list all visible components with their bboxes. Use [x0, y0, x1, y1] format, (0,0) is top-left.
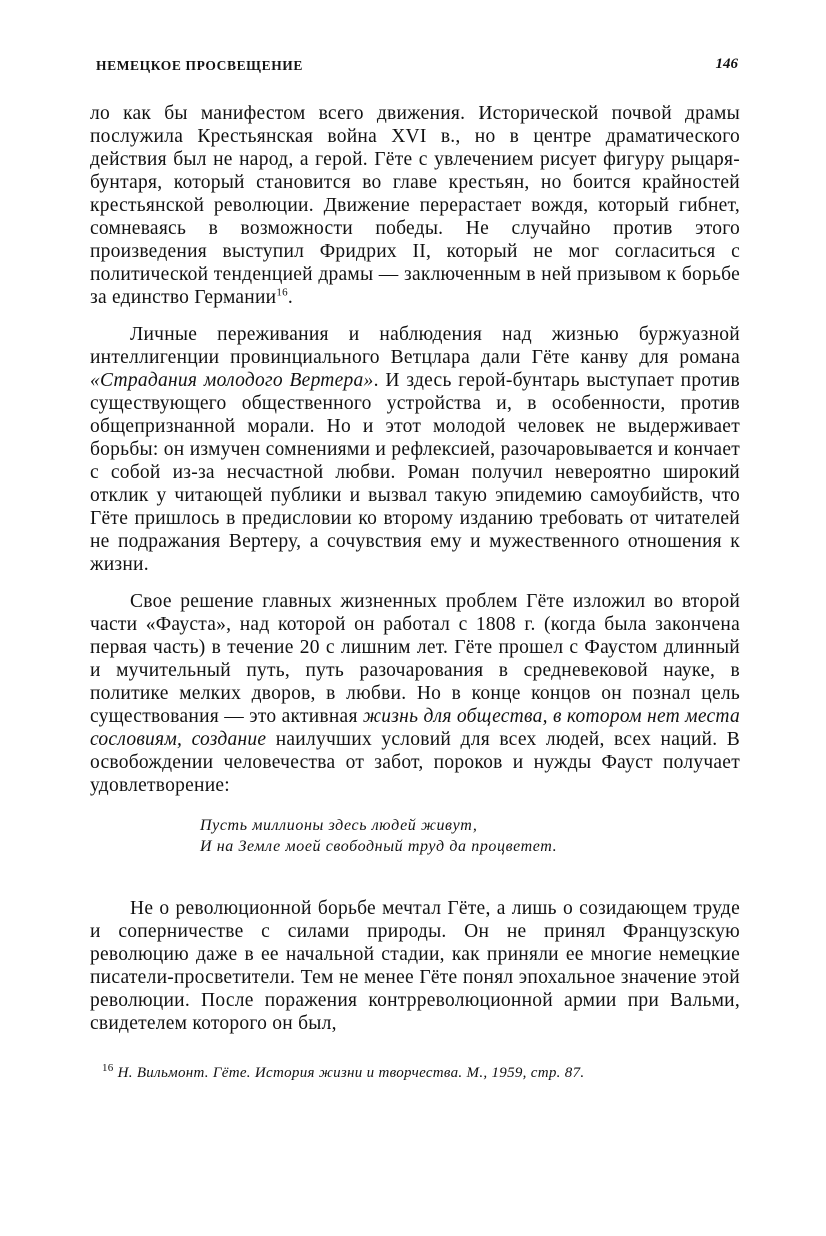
paragraph-1-text: ло как бы манифестом всего движения. Исторической почвой драмы послужила Крестьянская война XVI в., но в центре драматического действия был не народ, а герой. Гёте с увлечением рисует фигуру рыцаря-бунтаря, который становится во главе крестьян, но боится крайностей крестьянской революции. Движение перерастает вождя, который гибнет, сомневаясь в возможности победы. Не случайно против этого произведения выступил Фридрих II, который не мог согласиться с политической тенденцией драмы — заключенным в ней призывом к борьбе за единство Германии [90, 103, 740, 308]
paragraph-3-italic: жизнь для общества, в котором нет места сословиям, создание [90, 706, 740, 750]
page-number: 146 [715, 56, 738, 72]
paragraph-2 [90, 323, 740, 576]
footnote-text: Н. Вильмонт. Гёте. История жизни и творчества. М., 1959, стр. 87. [117, 1065, 585, 1081]
paragraph-2-part1: Личные переживания и наблюдения над жизнью буржуазной интеллигенции провинциального Ветцлара дали Гёте канву для романа [90, 324, 740, 368]
paragraph-3-part2: наилучших условий для всех людей, всех наций. В освобождении человечества от забот, пороков и нужды Фауст получает удовлетворение: [90, 729, 741, 796]
werther-title: «Страдания молодого Вертера» [90, 370, 374, 391]
book-page [90, 52, 740, 1082]
main-text [90, 102, 740, 1035]
paragraph-4 [90, 897, 740, 1035]
paragraph-1 [90, 102, 740, 309]
page-header [90, 52, 740, 80]
verse-line-2: И на Земле моей свободный труд да процветет. [200, 838, 558, 855]
verse-line-1: Пусть миллионы здесь людей живут, [200, 817, 478, 834]
paragraph-4-text: Не о революционной борьбе мечтал Гёте, а лишь о созидающем труде и соперничестве с силами природы. Он не принял Французскую революцию даже в ее начальной стадии, как приняли ее многие немецкие писатели-просветители. Тем не менее Гёте понял эпохальное значение этой революции. После поражения контрреволюционной армии при Вальми, свидетелем которого он был, [90, 898, 740, 1034]
footnote-ref-16: 16 [276, 286, 288, 299]
paragraph-3 [90, 590, 740, 797]
footnote [102, 1062, 740, 1082]
running-title: НЕМЕЦКОЕ ПРОСВЕЩЕНИЕ [96, 58, 304, 73]
paragraph-1-end: . [287, 287, 293, 308]
footnote-number: 16 [102, 1062, 114, 1074]
verse-quote [200, 815, 740, 857]
paragraph-3-part1: Свое решение главных жизненных проблем Гёте изложил во второй части «Фауста», над которой он работал с 1808 г. (когда была закончена первая часть) в течение 20 с лишним лет. Гёте прошел с Фаустом длинный и мучительный путь, путь разочарования в средневековой науке, в политике мелких дворов, в любви. Но в конце концов он познал цель существования — это активная [90, 591, 740, 727]
paragraph-2-part2: . И здесь герой-бунтарь выступает против существующего общественного устройства и, в особенности, против общепризнанной морали. Но и этот молодой человек не выдерживает борьбы: он измучен сомнениями и рефлексией, разочаровывается и кончает с собой из-за несчастной любви. Роман получил невероятно широкий отклик у читающей публики и вызвал такую эпидемию самоубийств, что Гёте пришлось в предисловии ко второму изданию требовать от читателей не подражания Вертеру, а сочувствия ему и мужественного отношения к жизни. [90, 370, 740, 575]
